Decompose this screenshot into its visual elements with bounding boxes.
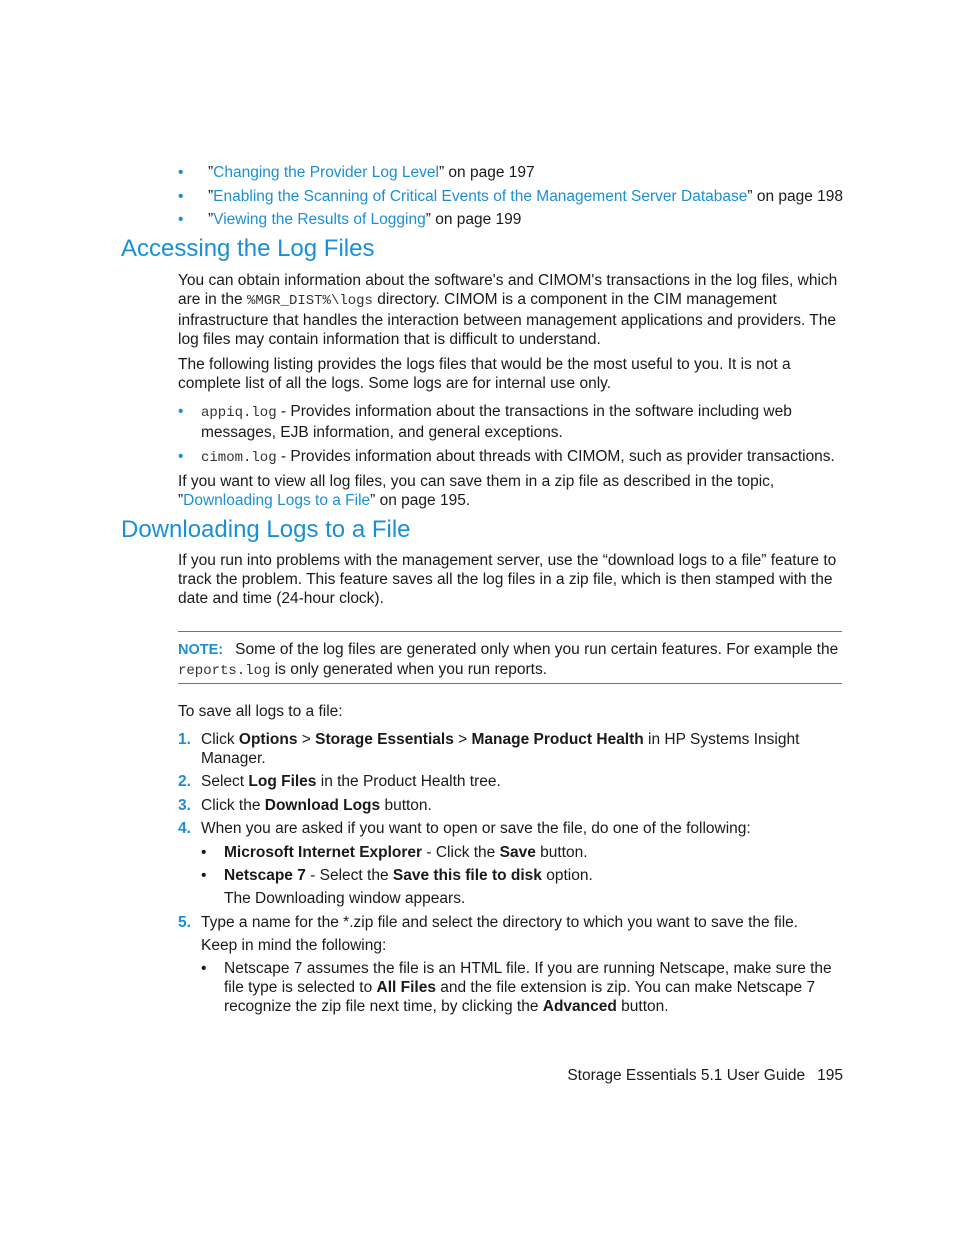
list-item: • Netscape 7 - Select the Save this file to disk option. bbox=[201, 867, 593, 884]
list-item: • Microsoft Internet Explorer - Click the Save button. bbox=[201, 844, 588, 861]
step-2: 2. Select Log Files in the Product Health tree. bbox=[178, 773, 501, 790]
section-heading-accessing-log-files: Accessing the Log Files bbox=[121, 235, 375, 262]
step-4-options bbox=[201, 843, 843, 908]
code-reports-log: reports.log bbox=[178, 663, 271, 679]
link-enabling-scanning[interactable]: Enabling the Scanning of Critical Events of the Management Server Database bbox=[213, 187, 748, 205]
link-changing-provider-log-level[interactable]: Changing the Provider Log Level bbox=[213, 164, 439, 181]
footer-title: Storage Essentials 5.1 User Guide bbox=[567, 1067, 806, 1084]
page-number: 195 bbox=[817, 1067, 843, 1084]
bullet: • bbox=[178, 211, 184, 228]
procedure-intro: To save all logs to a file: bbox=[178, 703, 343, 720]
code-appiq-log: appiq.log bbox=[201, 405, 277, 421]
step-5: 5. Type a name for the *.zip file and select the directory to which you want to save the file. bbox=[178, 914, 799, 931]
paragraph: If you run into problems with the management server, use the “download logs to a file” feature to track the problem. This feature saves all the log files in a zip file, which is then stamped with the date and time (24-hour clock). bbox=[178, 552, 837, 607]
bullet: • bbox=[178, 187, 184, 205]
related-topics-list bbox=[178, 161, 858, 232]
code-cimom-log: cimom.log bbox=[201, 450, 277, 466]
bullet: • bbox=[178, 164, 184, 181]
note-label: NOTE: bbox=[178, 642, 224, 658]
step-5-keep-in-mind: Keep in mind the following: bbox=[201, 937, 387, 954]
paragraph: You can obtain information about the software's and CIMOM's transactions in the log files, which are in the %MGR_DIST%\logs directory. CIMOM is a component in the CIM management infrastructure that handles the interaction between management applications and providers. The log files may contain information that is difficult to understand. bbox=[178, 272, 838, 348]
note-box: NOTE: Some of the log files are generated only when you run certain features. For example the reports.log is only generated when you run reports. bbox=[178, 631, 842, 684]
paragraph: If you want to view all log files, you can save them in a zip file as described in the topic, ”Downloading Logs to a File” on page 195. bbox=[178, 473, 775, 509]
link-viewing-results-of-logging[interactable]: Viewing the Results of Logging bbox=[213, 211, 426, 228]
bullet: • bbox=[178, 448, 184, 465]
log-files-list bbox=[178, 402, 843, 468]
list-item: • Netscape 7 assumes the file is an HTML file. If you are running Netscape, make sure the file type is selected to All Files and the file extension is zip. You can make Netscape 7 recognize the zip file next time, by clicking the Advanced button. bbox=[201, 960, 832, 1015]
bullet: • bbox=[178, 403, 184, 420]
step-4: 4. When you are asked if you want to open or save the file, do one of the following: bbox=[178, 820, 751, 837]
paragraph: The following listing provides the logs files that would be the most useful to you. It is not a complete list of all the logs. Some logs are for internal use only. bbox=[178, 356, 791, 392]
link-downloading-logs[interactable]: Downloading Logs to a File bbox=[183, 492, 371, 509]
step-4-result: The Downloading window appears. bbox=[224, 890, 466, 907]
list-item: • ”Enabling the Scanning of Critical Events of the Management Server Database” on page 198 bbox=[178, 185, 858, 209]
code-path: %MGR_DIST%\logs bbox=[246, 293, 373, 309]
step-3: 3. Click the Download Logs button. bbox=[178, 797, 432, 814]
step-1: 1. Click Options > Storage Essentials > Manage Product Health in HP Systems Insight Manager. bbox=[178, 731, 800, 767]
list-item: • ”Changing the Provider Log Level” on page 197 bbox=[178, 161, 858, 185]
list-item: • appiq.log - Provides information about the transactions in the software including web messages, EJB information, and general exceptions. bbox=[178, 403, 792, 441]
step-5-notes bbox=[201, 959, 843, 1016]
list-item: • cimom.log - Provides information about threads with CIMOM, such as provider transactions. bbox=[178, 448, 835, 466]
section-heading-downloading-logs: Downloading Logs to a File bbox=[121, 516, 411, 543]
list-item: • ”Viewing the Results of Logging” on page 199 bbox=[178, 208, 858, 232]
page-footer bbox=[567, 1067, 843, 1085]
